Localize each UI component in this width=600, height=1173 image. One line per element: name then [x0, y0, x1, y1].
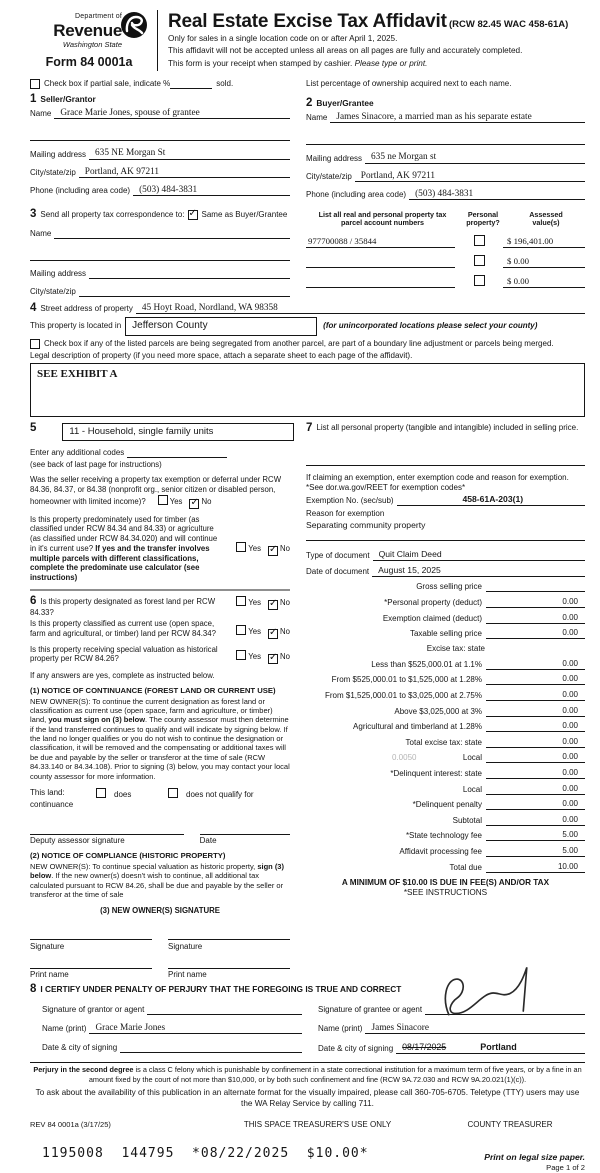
- partial-sale-label: Check box if partial sale, indicate %: [44, 78, 171, 88]
- section-5-question-1: Was the seller receiving a property tax exemption or deferral under RCW 84.36, 84.37, or 84.38 (nonprofit org., senior citizen or disabled person, homeowner with limited income)? Yes ✓ No: [30, 475, 282, 508]
- dor-logo-block: [30, 10, 148, 71]
- legal-description-field[interactable]: SEE EXHIBIT A: [30, 363, 585, 417]
- fee-amount-field[interactable]: 0.00: [486, 784, 585, 795]
- fee-amount-field[interactable]: 0.00: [486, 628, 585, 639]
- fee-amount-field[interactable]: 0.00: [486, 613, 585, 624]
- section-3-number: 3: [30, 208, 37, 221]
- fee-row: *State technology fee 5.00: [306, 830, 585, 841]
- county-select[interactable]: Jefferson County: [125, 317, 317, 336]
- page-number: Page 1 of 2: [546, 1163, 585, 1173]
- section-6-question-2: Is this property classified as current use (open space, farm and agricultural, or timber) land per RCW 84.34? Yes ✓ No: [30, 619, 290, 638]
- dor-brand: Revenue: [53, 20, 122, 40]
- form-number: Form 84 0001a: [45, 55, 133, 70]
- correspondence-name2-field[interactable]: [30, 249, 290, 261]
- doc-type-field[interactable]: Quit Claim Deed: [373, 550, 585, 561]
- notice-1-title: (1) NOTICE OF CONTINUANCE (FOREST LAND OR CURRENT USE): [30, 685, 276, 695]
- forest-yes-checkbox[interactable]: [236, 596, 246, 606]
- county-note: (for unincorporated locations please select your county): [323, 321, 538, 331]
- fee-amount-field[interactable]: 0.00: [486, 597, 585, 608]
- grantee-signature-field[interactable]: [425, 1004, 585, 1015]
- land-use-code-select[interactable]: 11 - Household, single family units: [62, 423, 294, 441]
- reason-divider: [306, 540, 585, 541]
- notice-1-body: NEW OWNER(S): To continue the current designation as forest land or classification as current use (open space, farm and agriculture, or timber) land, you must sign on (3) below. The county assessor must then determine if the land transferred continues to qualify and will indicate by signing below. If the land no longer qualifies or you do not wish to continue the designation or classification, it will be removed and the compensating or additional taxes will be due and payable by the seller or transferor at the time of sale (RCW 84.33.140 or 84.34.108). Prior to signing (3) below, you may contact your local county assessor for more information.: [30, 696, 290, 781]
- parcel-number-field[interactable]: 977700088 / 35844: [306, 236, 455, 248]
- header-line-1: Only for sales in a single location code on or after April 1, 2025.: [168, 33, 398, 43]
- new-owner-signature-row: Signature Signature: [30, 929, 290, 952]
- fee-row: From $1,525,000.01 to $3,025,000 at 2.75% 0.00: [306, 690, 585, 701]
- q1-yes-checkbox[interactable]: [158, 495, 168, 505]
- parcel-table: [306, 209, 585, 297]
- fee-row: Total due 10.00: [306, 862, 585, 873]
- exemption-no-field[interactable]: 458-61A-203(1): [397, 495, 585, 506]
- form-header: [30, 10, 585, 71]
- seller-name-field[interactable]: Grace Marie Jones, spouse of grantee: [54, 108, 290, 119]
- section-2-buyer: 2 Buyer/Grantee Name James Sinacore, a married man as his separate estate Mailing address 635 ne Morgan st City/state/zip Portland, AK 97211 Phone (including area code) (503) 484-3831: [306, 94, 585, 200]
- title-block: [157, 10, 585, 71]
- fee-amount-field[interactable]: 0.00: [486, 752, 585, 763]
- new-owner-signature-field-2[interactable]: [168, 929, 290, 940]
- notice-2-title: (2) NOTICE OF COMPLIANCE (HISTORIC PROPERTY): [30, 851, 226, 861]
- accessibility-statement: To ask about the availability of this publication in an alternate format for the visually impaired, please call 360-705-6705. Teletype (TTY) users may use the WA Relay Service by calling 711.: [35, 1088, 580, 1108]
- segregated-checkbox[interactable]: [30, 339, 40, 349]
- partial-sale-suffix: sold.: [216, 78, 234, 88]
- fee-row: Local 0.00: [306, 784, 585, 795]
- fee-row: From $525,000.01 to $1,525,000 at 1.28% 0.00: [306, 674, 585, 685]
- section-1-title: Seller/Grantor: [40, 93, 96, 104]
- cashier-stamp: 1195008 144795 *08/22/2025 $10.00*: [42, 1145, 369, 1161]
- fee-row: Subtotal 0.00: [306, 815, 585, 826]
- historical-no-checkbox[interactable]: ✓: [269, 652, 278, 664]
- perjury-statement: Perjury in the second degree is a class C felony which is punishable by confinement in a state correctional institution for a maximum term of five years, or by a fine in an amount fixed by the court of not more than $10,000, or by both such confinement and fine (RCW 9A.72.030 and RCW 9A.20.021(1)(c)).: [33, 1065, 582, 1084]
- fee-amount-field[interactable]: 0.00: [486, 737, 585, 748]
- section-6-question-3: Is this property receiving special valuation as historical property per RCW 84.26? Yes ✓ No: [30, 644, 290, 664]
- section-6-number: 6: [30, 595, 37, 608]
- new-owner-signature-field-1[interactable]: [30, 929, 152, 940]
- fee-row: 0.0050 Local 0.00: [306, 752, 585, 763]
- fee-row: Exemption claimed (deduct) 0.00: [306, 613, 585, 624]
- q1-no-checkbox[interactable]: ✓: [190, 496, 199, 508]
- grantee-city: Portland: [480, 1042, 517, 1053]
- reason-field[interactable]: Separating community property: [306, 520, 426, 531]
- grantor-signature-field[interactable]: [147, 1004, 302, 1015]
- segregated-label: Check box if any of the listed parcels are being segregated from another parcel, are part of a boundary line adjustment or parcels being merged.: [44, 338, 554, 348]
- fee-row: Above $3,025,000 at 3% 0.00: [306, 706, 585, 717]
- parcel-number-field[interactable]: [306, 256, 455, 268]
- section-6-note: If any answers are yes, complete as instructed below.: [30, 671, 215, 681]
- seller-city-field[interactable]: Portland, AK 97211: [79, 167, 290, 178]
- section-7-number: 7: [306, 421, 313, 434]
- fee-row: *Delinquent interest: state 0.00: [306, 768, 585, 779]
- fee-row: *Personal property (deduct) 0.00: [306, 597, 585, 608]
- fee-amount-field[interactable]: 0.00: [486, 815, 585, 826]
- street-address-field[interactable]: 45 Hoyt Road, Nordland, WA 98358: [136, 303, 585, 314]
- q2-no-checkbox[interactable]: ✓: [269, 543, 278, 555]
- fee-amount-field[interactable]: 0.00: [486, 706, 585, 717]
- assessed-value-field[interactable]: $ 0.00: [503, 256, 585, 268]
- fee-amount-field[interactable]: 0.00: [486, 721, 585, 732]
- new-owner-print-field-2[interactable]: [168, 958, 290, 969]
- located-in-label: This property is located in: [30, 321, 122, 331]
- parcel-number-field[interactable]: [306, 276, 455, 288]
- fee-amount-field[interactable]: 5.00: [486, 830, 585, 841]
- land-qualify-row: This land: does does not qualify for: [30, 787, 254, 799]
- personal-property-checkbox[interactable]: [474, 275, 485, 286]
- deputy-assessor-signature-field[interactable]: [30, 824, 184, 835]
- fee-row: Less than $525,000.01 at 1.1% 0.00: [306, 659, 585, 670]
- grantor-print-name-field[interactable]: Grace Marie Jones: [89, 1023, 302, 1034]
- fee-row: Total excise tax: state 0.00: [306, 737, 585, 748]
- parcel-row: [306, 235, 585, 248]
- grantor-date-city-field[interactable]: [120, 1042, 302, 1053]
- form-title: Real Estate Excise Tax Affidavit: [168, 11, 447, 32]
- dor-logo: [30, 13, 148, 49]
- section-8-number: 8: [30, 983, 37, 996]
- stamp-row: [30, 1146, 585, 1173]
- section-2-title: Buyer/Grantee: [316, 97, 374, 108]
- buyer-name-field[interactable]: James Sinacore, a married man as his separate estate: [330, 112, 585, 123]
- correspondence-name-field[interactable]: [54, 228, 290, 239]
- header-line-3: This form is your receipt when stamped by cashier. Please type or print.: [168, 59, 428, 68]
- codes-note: (see back of last page for instructions): [30, 459, 162, 469]
- fee-amount-field[interactable]: 0.00: [486, 674, 585, 685]
- buyer-city-field[interactable]: Portland, AK 97211: [355, 171, 585, 182]
- reason-label: Reason for exemption: [306, 509, 385, 519]
- personal-property-checkbox[interactable]: [474, 235, 485, 246]
- fee-row: *Delinquent penalty 0.00: [306, 799, 585, 810]
- q2-yes-checkbox[interactable]: [236, 542, 246, 552]
- correspondence-city-field[interactable]: [79, 286, 290, 297]
- land-does-not-checkbox[interactable]: [168, 788, 178, 798]
- footer-row: [30, 1120, 585, 1130]
- grantee-date-struck: 08/17/2025: [402, 1042, 447, 1053]
- see-instructions-note: *SEE INSTRUCTIONS: [403, 887, 488, 897]
- notice-3-title: (3) NEW OWNER(S) SIGNATURE: [100, 905, 220, 915]
- current-use-yes-checkbox[interactable]: [236, 625, 246, 635]
- section-7-column: 7 List all personal property (tangible and intangible) included in selling price. If claiming an exemption, enter exemption code and reason for exemption. *See dor.wa.gov/REET for exemption codes* Exemption No. (sec/sub) 458-61A-203(1) Reason for exemption Separating community property Type of document Quit Claim Deed Date of document August 15, 2025 Gross selling price *Personal property (deduct) 0.00 Exemption claimed (deduct) 0.00 Taxable selling price 0.00 Excise tax: state Less than $525,000.01 at 1.1% 0.00 From $525,000.01 to $1,525,000 at 1.28% 0.00 From $1,525,000.01 to $3,025,000 at 2.75% 0.00 Above $3,025,000 at 3% 0.00 Agricultural and timberland at 1.28% 0.00 Total excise tax: state 0.00 0.0050 Local 0.00 *Delinquent interest: state 0.00 Local 0.00 *Delinquent penalty 0.00 Subtotal 0.00 *State technology fee 5.00 Affidavit processing fee 5.00 Total due 10.00 A MINIMUM OF $10.00 IS DUE IN FEE(S) AND/OR TAX *SEE INSTRUCTIONS: [306, 423, 585, 981]
- notice-2-body: NEW OWNER(S): To continue special valuation as historic property, sign (3) below. If the new owner(s) doesn't wish to continue, all additional tax calculated pursuant to RCW 84.26, shall be due and payable by the seller or transferor at the time of sale: [30, 862, 284, 900]
- section-1-number: 1: [30, 92, 37, 105]
- excise-tax-heading: Excise tax: state: [426, 644, 485, 654]
- seller-mailing-field[interactable]: 635 NE Morgan St: [89, 148, 290, 159]
- exemption-note: If claiming an exemption, enter exemption code and reason for exemption. *See dor.wa.gov/REET for exemption codes*: [306, 473, 569, 493]
- buyer-phone-field[interactable]: (503) 484-3831: [409, 189, 585, 200]
- land-does-checkbox[interactable]: [96, 788, 106, 798]
- forest-no-checkbox[interactable]: ✓: [269, 598, 278, 610]
- section-5-number: 5: [30, 421, 37, 434]
- fee-amount-field[interactable]: 5.00: [486, 846, 585, 857]
- certify-statement: I CERTIFY UNDER PENALTY OF PERJURY THAT THE FOREGOING IS TRUE AND CORRECT: [40, 984, 402, 995]
- new-owner-print-row: Print name Print name: [30, 958, 290, 981]
- fee-amount-field[interactable]: 0.00: [486, 690, 585, 701]
- legal-description-label: Legal description of property (if you need more space, attach a separate sheet to each page of the affidavit).: [30, 350, 413, 360]
- section-5-question-2: Is this property predominately used for timber (as classified under RCW 84.34 and 84.33) or agriculture (as classified under RCW 84.34.020) and will continue in it's current use? If yes and the transfer involves multiple parcels with different classifications, complete the predominate use calculator (see instructions) Yes ✓ No: [30, 514, 290, 583]
- section-4-property: 4 Street address of property 45 Hoyt Road, Nordland, WA 98358 This property is located in Jefferson County (for unincorporated locations please select your county) Check box if any of the listed parcels are being segregated from another parcel, are part of a boundary line adjustment or parcels being merged. Legal description of property (if you need more space, attach a separate sheet to each page of the affidavit). SEE EXHIBIT A: [30, 303, 585, 417]
- parcel-table-header: List all real and personal property tax parcel account numbers Personal property? Assessed value(s): [318, 210, 563, 228]
- treasurer-space-label: THIS SPACE TREASURER'S USE ONLY: [243, 1119, 392, 1129]
- fee-row: Taxable selling price 0.00: [306, 628, 585, 639]
- fee-amount-field[interactable]: [486, 581, 585, 592]
- section-5-6-column: 5 11 - Household, single family units Enter any additional codes (see back of last page for instructions) Was the seller receiving a property tax exemption or deferral under RCW 84.36, 84.37, or 84.38 (nonprofit org., senior citizen or disabled person, homeowner with limited income)? Yes ✓ No Is this property predominately used for timber (as classified under RCW 84.34 and 84.33) or agriculture (as classified under RCW 84.34.020) and will continue in it's current use? If yes and the transfer involves multiple parcels with different classifications, complete the predominate use calculator (see instructions) Yes ✓ No 6 Is this property designated as forest land per RCW 84.33? Yes ✓ No Is this property classified as current use (open space, farm and agricultural, or timber) land per RCW 84.34? Yes ✓ No Is this property receiving special valuation as historical property per RCW 84.26? Yes ✓ No If any answers are yes, complete as instructed below. (1) NOTICE OF CONTINUANCE (FOREST LAND OR CURRENT USE) NEW OWNER(S): To continue the current designation as forest land or classification as current use (open space, farm and agriculture, or timber) land, you must sign on (3) below. The county assessor must then determine if the land transferred continues to qualify and will indicate by signing below. If the land no longer qualifies or you do not wish to continue the designation or classification, it will be removed and the compensating or additional taxes will be due and payable by the seller or transferor at the time of sale (RCW 84.33.140 or 84.34.108). Prior to signing (3) below, you may contact your local county assessor for more information. This land: does does not qualify for continuance Deputy assessor signature Date (2) NOTICE OF COMPLIANCE (HISTORIC PROPERTY) NEW OWNER(S): To continue special valuation as historic property, sign (3) below. If the new owner(s) doesn't wish to continue, all additional tax calculated pursuant to RCW 84.26, shall be due and payable by the seller or transferor at the time of sale (3) NEW OWNER(S) SIGNATURE Signature Signature Print name Print name: [30, 423, 290, 981]
- section-3-correspondence: 3 Send all property tax correspondence to: ✓ Same as Buyer/Grantee Name Mailing address City/state/zip: [30, 209, 290, 297]
- ownership-note: List percentage of ownership acquired next to each name.: [306, 78, 512, 88]
- header-line-2: This affidavit will not be accepted unless all areas on all pages are fully and accurately completed.: [168, 46, 523, 56]
- footer-divider: [30, 1062, 585, 1063]
- buyer-name2-field[interactable]: [306, 133, 585, 145]
- partial-sale-percent-field[interactable]: [170, 78, 212, 89]
- section-7-intro: List all personal property (tangible and intangible) included in selling price.: [316, 422, 579, 432]
- assessed-value-field[interactable]: $ 196,401.00: [503, 236, 585, 248]
- grantee-print-name-field[interactable]: James Sinacore: [365, 1023, 585, 1034]
- section-8-certification: 8 I CERTIFY UNDER PENALTY OF PERJURY THAT THE FOREGOING IS TRUE AND CORRECT Signature of grantor or agent Name (print) Grace Marie Jones Date & city of signing Signature of grantee or agent Name (print) James Sinacore Date & city of signing 08/17/2025 Portland: [30, 984, 585, 1054]
- assessor-signature-row: Deputy assessor signature Date: [30, 824, 290, 847]
- parcel-row: [306, 275, 585, 288]
- fee-row: Affidavit processing fee 5.00: [306, 846, 585, 857]
- fee-row: Gross selling price: [306, 581, 585, 592]
- same-as-buyer-checkbox[interactable]: ✓: [188, 207, 197, 219]
- grantee-signature-scribble: [439, 965, 539, 1017]
- section-2-number: 2: [306, 96, 313, 109]
- dor-state: Washington State: [62, 39, 122, 49]
- section-divider: [30, 589, 290, 591]
- seller-phone-field[interactable]: (503) 484-3831: [133, 185, 290, 196]
- personal-property-list-field[interactable]: [306, 464, 585, 466]
- assessed-value-field[interactable]: $ 0.00: [503, 276, 585, 288]
- grantee-date-city-field[interactable]: [396, 1042, 585, 1054]
- same-as-buyer-label: Same as Buyer/Grantee: [201, 209, 288, 219]
- correspondence-mailing-field[interactable]: [89, 268, 290, 279]
- correspondence-label: Send all property tax correspondence to:: [40, 209, 185, 219]
- fee-amount-field[interactable]: 0.00: [486, 768, 585, 779]
- continuance-label: continuance: [30, 799, 74, 809]
- dor-logo-icon: [120, 11, 148, 39]
- fee-row: Agricultural and timberland at 1.28% 0.00: [306, 721, 585, 732]
- buyer-mailing-field[interactable]: 635 ne Morgan st: [365, 152, 585, 163]
- seller-name2-field[interactable]: [30, 129, 290, 141]
- assessor-date-field[interactable]: [200, 824, 290, 835]
- county-treasurer-label: COUNTY TREASURER: [467, 1119, 553, 1129]
- section-1-seller: 1 Seller/Grantor Name Grace Marie Jones, spouse of grantee Mailing address 635 NE Morgan St City/state/zip Portland, AK 97211 Phone (including area code) (503) 484-3831: [30, 94, 290, 200]
- personal-property-checkbox[interactable]: [474, 255, 485, 266]
- fee-amount-field[interactable]: 10.00: [486, 862, 585, 873]
- fee-amount-field[interactable]: 0.00: [486, 799, 585, 810]
- partial-sale-checkbox[interactable]: [30, 79, 40, 89]
- additional-codes-field[interactable]: [127, 447, 227, 458]
- print-size-note: Print on legal size paper.: [484, 1151, 585, 1162]
- new-owner-print-field-1[interactable]: [30, 958, 152, 969]
- parcel-row: [306, 255, 585, 268]
- dor-dept-line: Department of: [75, 13, 122, 20]
- rev-number: REV 84 0001a (3/17/25): [30, 1120, 111, 1130]
- section-4-number: 4: [30, 301, 37, 314]
- minimum-fee-note: A MINIMUM OF $10.00 IS DUE IN FEE(S) AND/OR TAX: [341, 877, 550, 887]
- historical-yes-checkbox[interactable]: [236, 650, 246, 660]
- partial-sale-row: [30, 78, 290, 89]
- fee-amount-field[interactable]: 0.00: [486, 659, 585, 670]
- section-6-question-1: 6 Is this property designated as forest land per RCW 84.33? Yes ✓ No: [30, 595, 290, 617]
- current-use-no-checkbox[interactable]: ✓: [269, 626, 278, 638]
- doc-date-field[interactable]: August 15, 2025: [372, 566, 585, 577]
- form-title-code: (RCW 82.45 WAC 458-61A): [448, 19, 569, 30]
